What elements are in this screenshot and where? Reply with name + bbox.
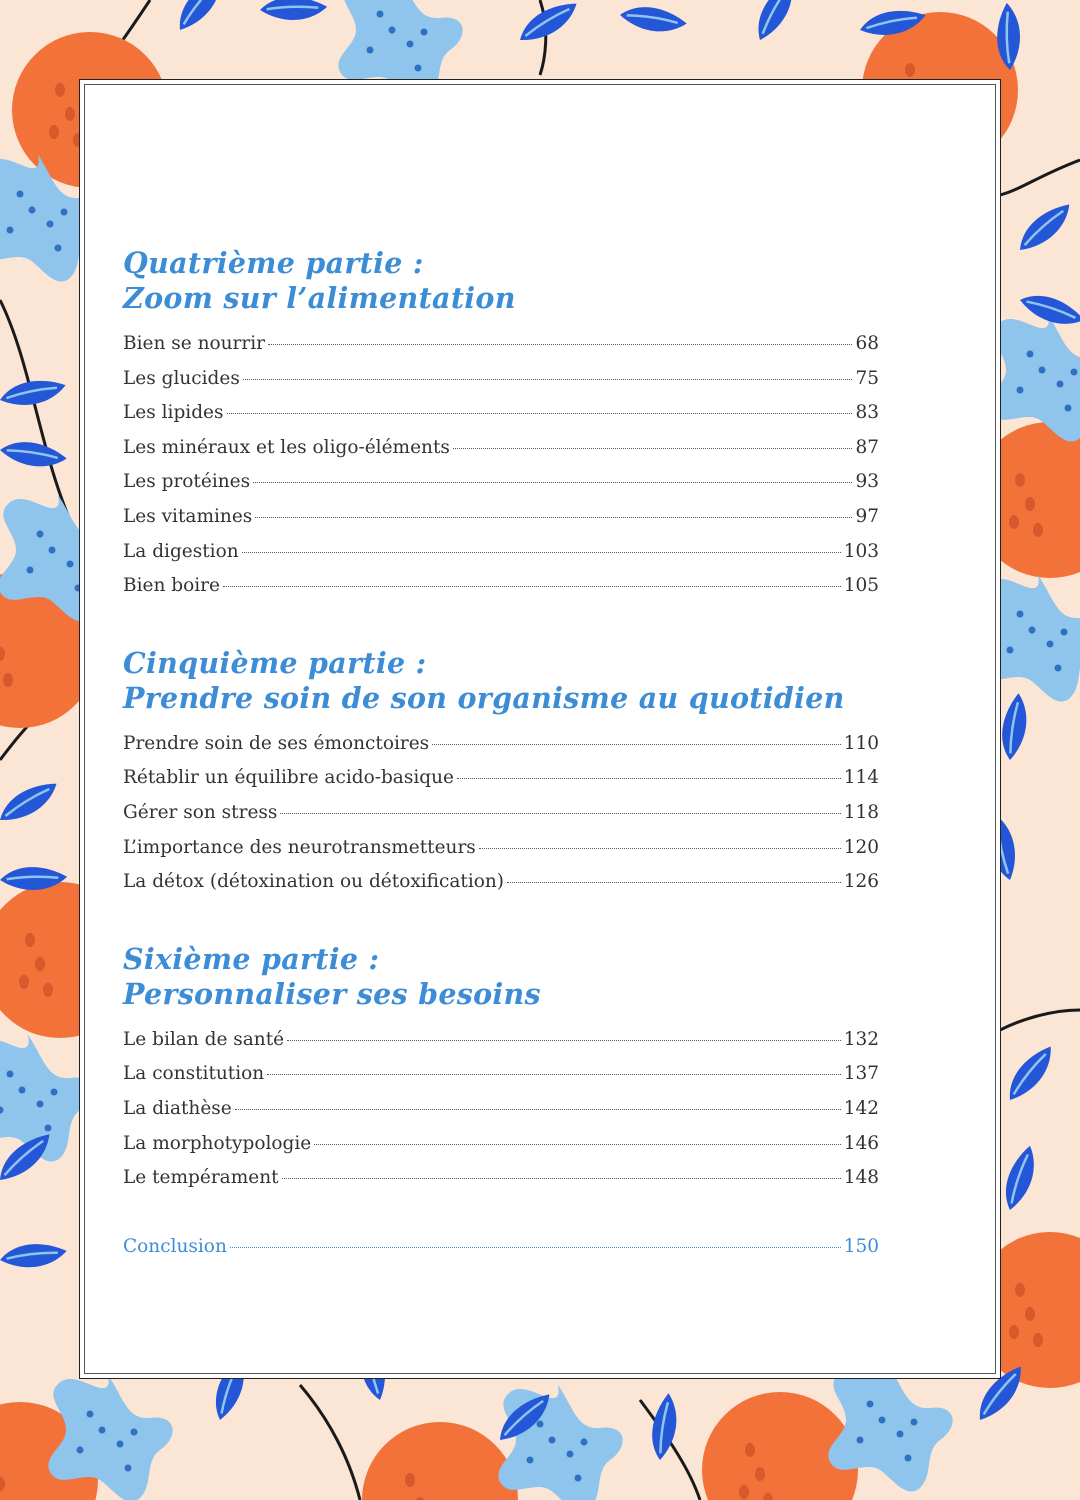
dot-leader: [227, 413, 853, 414]
toc-part-section: [123, 942, 879, 1202]
toc-part-section: [123, 246, 879, 610]
toc-entry-page-number: 146: [843, 1132, 879, 1154]
toc-entry-page-number: 118: [843, 801, 879, 823]
section-spacer: [123, 1202, 879, 1236]
toc-entry-label: Bien boire: [123, 575, 220, 597]
toc-entry[interactable]: [123, 871, 879, 906]
toc-entry-page-number: 126: [843, 871, 879, 893]
toc-entry-label: Le tempérament: [123, 1167, 279, 1189]
toc-entry[interactable]: [123, 1167, 879, 1202]
toc-entry-label: La détox (détoxination ou détoxification): [123, 871, 505, 893]
toc-entry-page-number: 97: [855, 505, 879, 527]
toc-entry[interactable]: [123, 471, 879, 506]
toc-entry[interactable]: [123, 402, 879, 437]
toc-entry-label: Les protéines: [123, 471, 251, 493]
toc-entry[interactable]: [123, 733, 879, 768]
toc-entry[interactable]: [123, 368, 879, 403]
part-title: [123, 646, 879, 716]
dot-leader: [457, 778, 841, 779]
part-title: [123, 942, 879, 1012]
toc-entry[interactable]: [123, 1063, 879, 1098]
dot-leader: [223, 586, 841, 587]
toc-entry-page-number: 68: [855, 333, 879, 354]
section-spacer: [123, 906, 879, 942]
toc-entry-page-number: 132: [843, 1028, 879, 1050]
toc-entry[interactable]: [123, 437, 879, 472]
toc-entry[interactable]: [123, 506, 879, 541]
section-spacer: [123, 610, 879, 646]
toc-entry-page-number: 105: [843, 575, 879, 597]
toc-entry-label: La constitution: [123, 1063, 265, 1085]
toc-entry-label: La morphotypologie: [123, 1132, 312, 1154]
part-title-line: Zoom sur l’alimentation: [123, 281, 516, 315]
toc-entry-label: L’importance des neurotransmetteurs: [123, 836, 476, 858]
toc-entry-page-number: 120: [843, 836, 879, 858]
dot-leader: [255, 517, 852, 518]
part-title-line: Personnaliser ses besoins: [123, 976, 541, 1011]
toc-entry-page-number: 103: [843, 540, 879, 562]
part-title-line: Quatrième partie :: [123, 246, 424, 280]
toc-entry[interactable]: [123, 1029, 879, 1064]
toc-entry-label: Le bilan de santé: [123, 1028, 285, 1050]
dot-leader: [235, 1109, 841, 1110]
part-title: [123, 246, 879, 316]
toc-entry-page-number: 142: [843, 1097, 879, 1119]
toc-entry-page-number: 148: [843, 1167, 879, 1189]
dot-leader: [242, 552, 841, 553]
toc-entry-page-number: 114: [843, 767, 879, 789]
dot-leader: [432, 744, 841, 745]
dot-leader: [267, 1074, 840, 1075]
toc-entry[interactable]: [123, 541, 879, 576]
dot-leader: [230, 1247, 841, 1248]
toc-entry[interactable]: [123, 333, 879, 368]
part-title-line: Sixième partie :: [123, 941, 380, 976]
toc-entry-label: Les lipides: [123, 402, 224, 424]
toc-entry[interactable]: [123, 1098, 879, 1133]
toc-entry-page-number: 87: [855, 436, 879, 458]
part-title-line: Cinquième partie :: [123, 645, 427, 680]
conclusion-label: Conclusion: [123, 1235, 227, 1257]
dot-leader: [479, 848, 841, 849]
toc-entry-page-number: 137: [843, 1063, 879, 1085]
dot-leader: [287, 1040, 841, 1041]
dot-leader: [314, 1144, 840, 1145]
toc-entry-label: Gérer son stress: [123, 801, 278, 823]
toc-entry-label: Rétablir un équilibre acido-basique: [123, 767, 454, 789]
dot-leader: [282, 1178, 841, 1179]
toc-entry[interactable]: [123, 837, 879, 872]
dot-leader: [453, 448, 853, 449]
table-of-contents: [123, 246, 879, 1270]
toc-entry-conclusion[interactable]: [123, 1236, 879, 1271]
toc-entry-label: Bien se nourrir: [123, 333, 265, 354]
toc-entry-page-number: 93: [855, 471, 879, 493]
dot-leader: [268, 344, 852, 345]
toc-entry[interactable]: [123, 575, 879, 610]
toc-part-section: [123, 646, 879, 906]
toc-entry[interactable]: [123, 802, 879, 837]
toc-entry[interactable]: [123, 1133, 879, 1168]
toc-entry-label: Les glucides: [123, 367, 240, 389]
dot-leader: [280, 813, 840, 814]
dot-leader: [243, 379, 853, 380]
dot-leader: [507, 882, 841, 883]
toc-entry-label: Prendre soin de ses émonctoires: [123, 732, 430, 754]
part-title-line: Prendre soin de son organisme au quotidien: [123, 680, 845, 715]
toc-entry-page-number: 75: [855, 367, 879, 389]
toc-entry-page-number: 110: [843, 732, 879, 754]
toc-entry-label: La digestion: [123, 540, 239, 562]
toc-entry-page-number: 83: [855, 402, 879, 424]
toc-entry-label: La diathèse: [123, 1097, 232, 1119]
toc-entry-label: Les minéraux et les oligo-éléments: [123, 436, 450, 458]
toc-page-panel: [79, 79, 1001, 1379]
dot-leader: [253, 482, 852, 483]
conclusion-page-number: 150: [843, 1235, 879, 1257]
toc-entry-label: Les vitamines: [123, 505, 253, 527]
toc-entry[interactable]: [123, 767, 879, 802]
